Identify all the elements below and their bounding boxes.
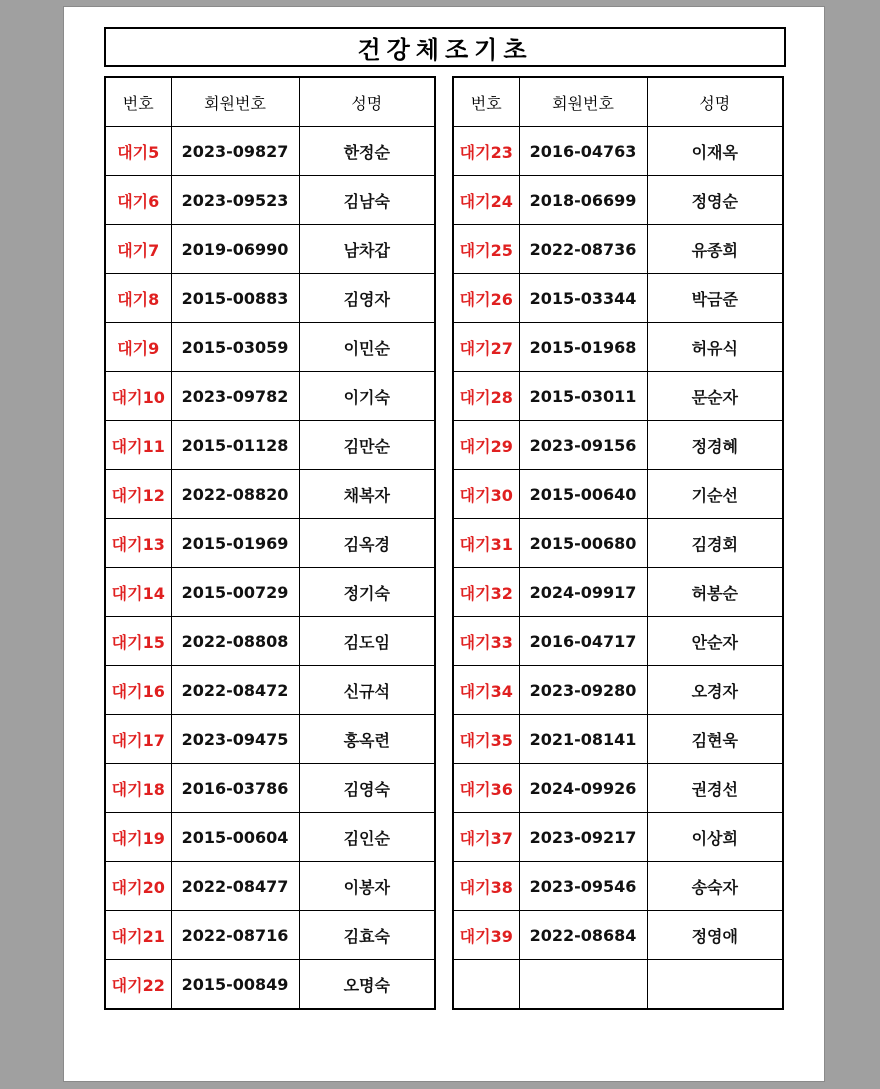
waiting-number-cell: 대기36 <box>453 764 519 813</box>
member-number-cell: 2023-09827 <box>171 127 299 176</box>
member-number-cell: 2022-08477 <box>171 862 299 911</box>
waiting-number-cell: 대기17 <box>105 715 171 764</box>
member-name-cell: 이기숙 <box>299 372 435 421</box>
waiting-number-cell: 대기27 <box>453 323 519 372</box>
table-row <box>453 666 783 715</box>
table-row <box>105 225 435 274</box>
table-row <box>105 519 435 568</box>
table-row <box>105 274 435 323</box>
member-name-cell: 채복자 <box>299 470 435 519</box>
table-row <box>453 813 783 862</box>
waiting-number-cell: 대기22 <box>105 960 171 1010</box>
member-number-cell: 2018-06699 <box>519 176 647 225</box>
waiting-number-cell: 대기30 <box>453 470 519 519</box>
member-name-cell: 박금준 <box>647 274 783 323</box>
member-number-cell: 2022-08684 <box>519 911 647 960</box>
member-name-cell: 홍옥련 <box>299 715 435 764</box>
member-name-cell: 김도임 <box>299 617 435 666</box>
waiting-number-cell: 대기8 <box>105 274 171 323</box>
waiting-number-cell: 대기31 <box>453 519 519 568</box>
table-row <box>453 274 783 323</box>
member-name-cell: 오명숙 <box>299 960 435 1010</box>
member-number-cell: 2015-00680 <box>519 519 647 568</box>
waiting-number-cell: 대기18 <box>105 764 171 813</box>
table-row <box>453 519 783 568</box>
roster-table-left <box>104 76 436 1010</box>
member-name-cell: 김옥경 <box>299 519 435 568</box>
member-number-cell: 2019-06990 <box>171 225 299 274</box>
table-row <box>453 421 783 470</box>
table-row <box>453 176 783 225</box>
waiting-number-cell: 대기6 <box>105 176 171 225</box>
table-row <box>105 323 435 372</box>
member-number-cell: 2023-09217 <box>519 813 647 862</box>
waiting-number-cell: 대기25 <box>453 225 519 274</box>
table-row <box>453 470 783 519</box>
waiting-number-cell: 대기23 <box>453 127 519 176</box>
member-number-cell: 2023-09523 <box>171 176 299 225</box>
member-number-cell: 2015-00883 <box>171 274 299 323</box>
member-number-cell: 2015-03344 <box>519 274 647 323</box>
member-name-cell: 신규석 <box>299 666 435 715</box>
header-name: 성명 <box>647 77 783 127</box>
member-number-cell: 2021-08141 <box>519 715 647 764</box>
waiting-number-cell: 대기26 <box>453 274 519 323</box>
member-name-cell: 정영애 <box>647 911 783 960</box>
member-number-cell: 2023-09475 <box>171 715 299 764</box>
document-page <box>64 7 824 1081</box>
member-number-cell: 2016-03786 <box>171 764 299 813</box>
waiting-number-cell: 대기16 <box>105 666 171 715</box>
member-number-cell: 2024-09926 <box>519 764 647 813</box>
member-number-cell: 2022-08808 <box>171 617 299 666</box>
header-number: 번호 <box>105 77 171 127</box>
member-name-cell: 안순자 <box>647 617 783 666</box>
member-number-cell: 2023-09782 <box>171 372 299 421</box>
member-name-cell: 유종희 <box>647 225 783 274</box>
member-number-cell: 2015-01128 <box>171 421 299 470</box>
member-number-cell: 2022-08472 <box>171 666 299 715</box>
member-number-cell: 2015-00729 <box>171 568 299 617</box>
header-row <box>453 77 783 127</box>
member-number-cell: 2015-01968 <box>519 323 647 372</box>
table-row <box>453 960 783 1010</box>
waiting-number-cell: 대기35 <box>453 715 519 764</box>
table-row <box>453 225 783 274</box>
member-name-cell: 오경자 <box>647 666 783 715</box>
member-name-cell: 송숙자 <box>647 862 783 911</box>
waiting-number-cell: 대기21 <box>105 911 171 960</box>
member-number-cell: 2015-03059 <box>171 323 299 372</box>
member-number-cell: 2023-09280 <box>519 666 647 715</box>
table-row <box>105 568 435 617</box>
member-number-cell: 2015-00604 <box>171 813 299 862</box>
member-name-cell: 이민순 <box>299 323 435 372</box>
member-name-cell: 김영숙 <box>299 764 435 813</box>
table-row <box>105 470 435 519</box>
member-name-cell: 김현욱 <box>647 715 783 764</box>
member-name-cell: 김효숙 <box>299 911 435 960</box>
waiting-number-cell: 대기14 <box>105 568 171 617</box>
header-member-number: 회원번호 <box>171 77 299 127</box>
member-number-cell: 2015-03011 <box>519 372 647 421</box>
waiting-number-cell: 대기9 <box>105 323 171 372</box>
member-name-cell: 권경선 <box>647 764 783 813</box>
member-number-cell: 2015-00849 <box>171 960 299 1010</box>
waiting-number-cell: 대기13 <box>105 519 171 568</box>
waiting-number-cell <box>453 960 519 1010</box>
member-name-cell: 한정순 <box>299 127 435 176</box>
member-number-cell: 2023-09546 <box>519 862 647 911</box>
header-row <box>105 77 435 127</box>
waiting-number-cell: 대기15 <box>105 617 171 666</box>
member-number-cell: 2016-04763 <box>519 127 647 176</box>
waiting-number-cell: 대기12 <box>105 470 171 519</box>
member-name-cell: 정기숙 <box>299 568 435 617</box>
waiting-number-cell: 대기33 <box>453 617 519 666</box>
table-row <box>453 127 783 176</box>
table-row <box>453 323 783 372</box>
member-number-cell <box>519 960 647 1010</box>
table-row <box>453 764 783 813</box>
waiting-number-cell: 대기11 <box>105 421 171 470</box>
member-name-cell: 이재옥 <box>647 127 783 176</box>
table-row <box>453 911 783 960</box>
member-name-cell: 김경회 <box>647 519 783 568</box>
waiting-number-cell: 대기10 <box>105 372 171 421</box>
waiting-number-cell: 대기20 <box>105 862 171 911</box>
member-name-cell: 김만순 <box>299 421 435 470</box>
member-number-cell: 2015-00640 <box>519 470 647 519</box>
member-name-cell: 기순선 <box>647 470 783 519</box>
table-row <box>105 764 435 813</box>
member-name-cell: 허봉순 <box>647 568 783 617</box>
table-row <box>105 911 435 960</box>
member-name-cell: 김남숙 <box>299 176 435 225</box>
member-number-cell: 2015-01969 <box>171 519 299 568</box>
waiting-number-cell: 대기37 <box>453 813 519 862</box>
waiting-number-cell: 대기39 <box>453 911 519 960</box>
member-name-cell: 문순자 <box>647 372 783 421</box>
table-row <box>105 421 435 470</box>
table-row <box>453 617 783 666</box>
waiting-number-cell: 대기29 <box>453 421 519 470</box>
waiting-number-cell: 대기5 <box>105 127 171 176</box>
table-row <box>105 372 435 421</box>
table-row <box>453 372 783 421</box>
waiting-number-cell: 대기24 <box>453 176 519 225</box>
member-number-cell: 2024-09917 <box>519 568 647 617</box>
table-row <box>453 862 783 911</box>
member-name-cell <box>647 960 783 1010</box>
table-row <box>453 568 783 617</box>
table-row <box>105 127 435 176</box>
table-row <box>105 960 435 1010</box>
table-row <box>453 715 783 764</box>
waiting-number-cell: 대기34 <box>453 666 519 715</box>
waiting-number-cell: 대기7 <box>105 225 171 274</box>
member-name-cell: 허유식 <box>647 323 783 372</box>
member-number-cell: 2016-04717 <box>519 617 647 666</box>
waiting-number-cell: 대기38 <box>453 862 519 911</box>
member-name-cell: 이봉자 <box>299 862 435 911</box>
table-row <box>105 715 435 764</box>
waiting-number-cell: 대기28 <box>453 372 519 421</box>
member-name-cell: 김영자 <box>299 274 435 323</box>
member-name-cell: 남차갑 <box>299 225 435 274</box>
member-number-cell: 2022-08716 <box>171 911 299 960</box>
member-name-cell: 정영순 <box>647 176 783 225</box>
table-row <box>105 862 435 911</box>
header-member-number: 회원번호 <box>519 77 647 127</box>
table-row <box>105 666 435 715</box>
header-name: 성명 <box>299 77 435 127</box>
member-number-cell: 2023-09156 <box>519 421 647 470</box>
waiting-number-cell: 대기19 <box>105 813 171 862</box>
page-title: 건강체조기초 <box>104 27 786 67</box>
member-number-cell: 2022-08820 <box>171 470 299 519</box>
header-number: 번호 <box>453 77 519 127</box>
table-row <box>105 617 435 666</box>
table-row <box>105 813 435 862</box>
member-name-cell: 정경혜 <box>647 421 783 470</box>
roster-table-right <box>452 76 784 1010</box>
waiting-number-cell: 대기32 <box>453 568 519 617</box>
table-row <box>105 176 435 225</box>
member-number-cell: 2022-08736 <box>519 225 647 274</box>
member-name-cell: 김인순 <box>299 813 435 862</box>
member-name-cell: 이상희 <box>647 813 783 862</box>
